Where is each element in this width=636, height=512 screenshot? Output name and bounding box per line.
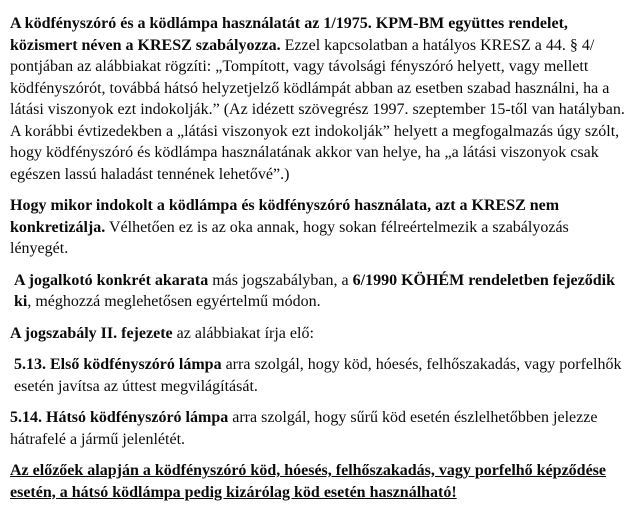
paragraph-konkluzio [10,460,629,503]
paragraph-jogszabaly-fejezete [10,323,629,345]
text-segment-bold: A ködfényszóró és a ködlámpa használatát az 1/1975. KPM-BM együttes rendelet, közismert néven a KRESZ szabályozza. [10,15,568,54]
paragraph-kresz-nem-konkretizalja [10,195,629,260]
text-segment: Vélhetően ez is az oka annak, hogy sokan félreértelmezik a szabályozás lényegét. [10,218,569,257]
text-segment-bold: 6/1990 KÖHÉM rendeletben fejeződik ki [14,271,615,310]
text-segment-bold: Hogy mikor indokolt a ködlámpa és ködfényszóró használata, azt a KRESZ nem konkretizálja. [10,197,560,236]
text-segment-bold-underline: Az előzőek alapján a ködfényszóró köd, hóesés, felhőszakadás, vagy porfelhő képződése esetén, a hátsó ködlámpa pedig kizárólag köd esetén használható! [10,462,607,501]
text-segment-bold: A jogszabály II. fejezete [10,324,173,342]
text-segment-bold: 5.14. Hátsó ködfényszóró lámpa [10,409,229,426]
paragraph-pont-5-13 [10,354,629,397]
text-segment: arra szolgál, hogy sűrű köd esetén észlelhetőbben jelezze hátrafelé a jármű jelenlétét. [10,409,598,448]
text-segment: Ezzel kapcsolatban a hatályos KRESZ a 44. § 4/ pontjában az alábbiakat rögzíti: „Tompított, vagy távolsági fényszóró helyett, vagy mellett ködfényszórót, továbbá hátsó helyzetjelző ködlámpát abban az esetben szabad használni, ha a látási viszonyok ezt indokolják.” (Az idézett szövegrész 1997. szeptember 15-től van hatályban. A korábbi évtizedekben a „látási viszonyok ezt indokolják” helyett a megfogalmazás úgy szólt, hogy ködfényszóró és ködlámpa használatának akkor van helye, ha „a látási viszonyok csak egészen lassú haladást tennének lehetővé”.) [10,36,625,183]
paragraph-kresz-intro [10,13,629,185]
text-segment-bold: 5.13. Első ködfényszóró lámpa [14,356,222,373]
text-segment: arra szolgál, hogy köd, hóesés, felhőszakadás, vagy porfelhők esetén javítsa az úttest megvilágítását. [14,356,622,395]
text-segment: más jogszabályban, a [208,271,353,289]
paragraph-jogalkoto-akarata [10,270,629,313]
text-segment-bold: A jogalkotó konkrét akarata [14,271,209,289]
paragraph-pont-5-14 [10,407,629,450]
text-segment: az alábbiakat írja elő: [172,324,314,342]
text-segment: , méghozzá meglehetősen egyértelmű módon. [27,293,321,310]
